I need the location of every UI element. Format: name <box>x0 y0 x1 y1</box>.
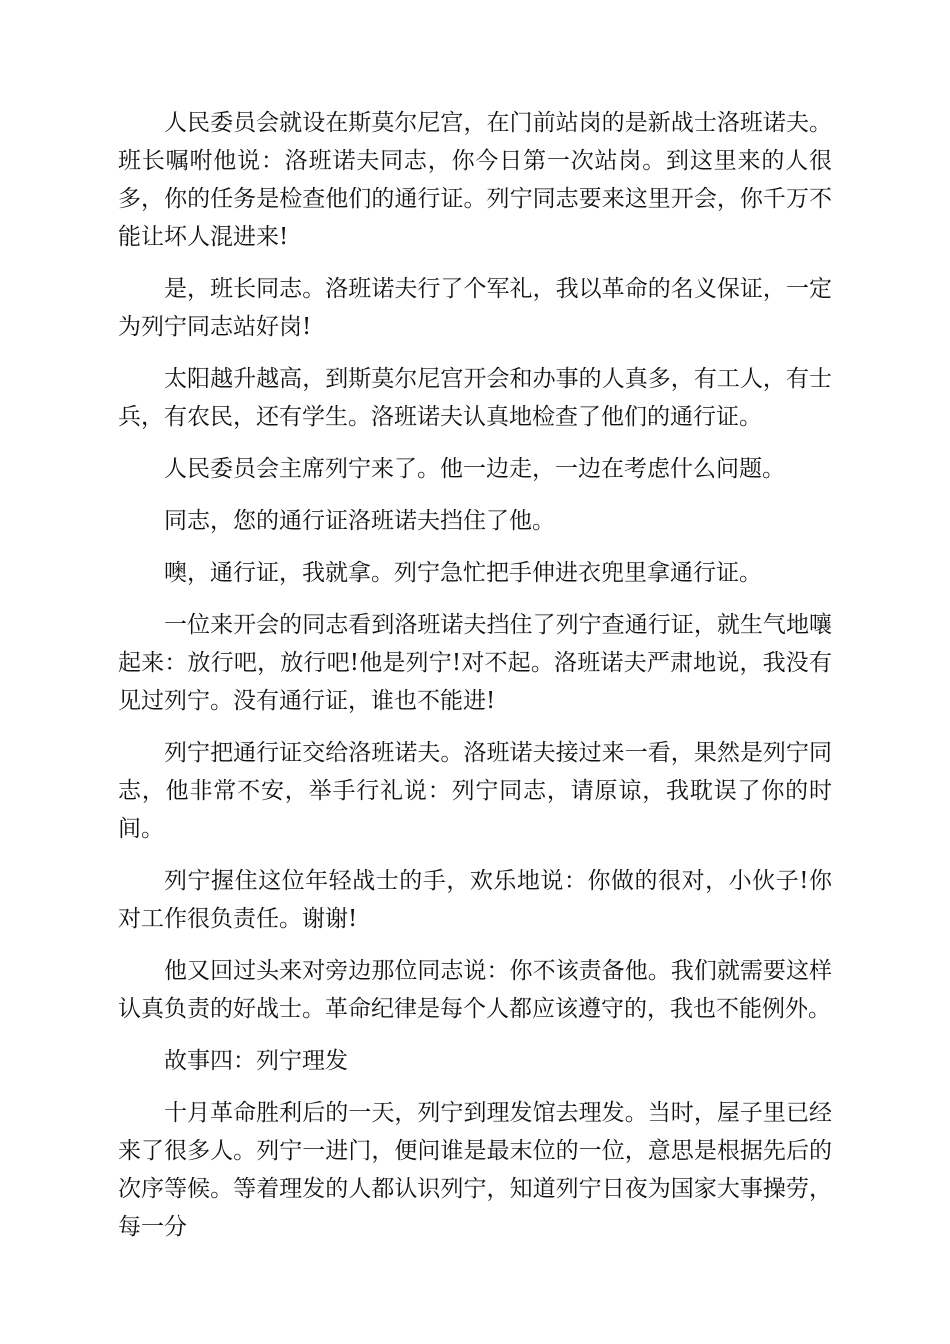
document-page <box>118 104 832 1260</box>
paragraph-7: 一位来开会的同志看到洛班诺夫挡住了列宁查通行证，就生气地嚷起来：放行吧，放行吧!他是列宁!对不起。洛班诺夫严肃地说，我没有见过列宁。没有通行证，谁也不能进! <box>118 612 832 714</box>
paragraph-3: 太阳越升越高，到斯莫尔尼宫开会和办事的人真多，有工人，有士兵，有农民，还有学生。洛班诺夫认真地检查了他们的通行证。 <box>118 366 832 430</box>
paragraph-1: 人民委员会就设在斯莫尔尼宫，在门前站岗的是新战士洛班诺夫。班长嘱咐他说：洛班诺夫同志，你今日第一次站岗。到这里来的人很多，你的任务是检查他们的通行证。列宁同志要来这里开会，你千万不能让坏人混进来! <box>118 110 832 250</box>
paragraph-12: 十月革命胜利后的一天，列宁到理发馆去理发。当时，屋子里已经来了很多人。列宁一进门，便问谁是最末位的一位，意思是根据先后的次序等候。等着理发的人都认识列宁，知道列宁日夜为国家大事操劳，每一分 <box>118 1100 832 1240</box>
section-heading: 故事四：列宁理发 <box>164 1048 348 1074</box>
paragraph-2: 是，班长同志。洛班诺夫行了个军礼，我以革命的名义保证，一定为列宁同志站好岗! <box>118 276 832 340</box>
paragraph-5: 同志，您的通行证洛班诺夫挡住了他。 <box>164 508 555 534</box>
paragraph-9: 列宁握住这位年轻战士的手，欢乐地说：你做的很对，小伙子!你对工作很负责任。谢谢! <box>118 868 832 932</box>
paragraph-8: 列宁把通行证交给洛班诺夫。洛班诺夫接过来一看，果然是列宁同志，他非常不安，举手行礼说：列宁同志，请原谅，我耽误了你的时间。 <box>118 740 832 842</box>
paragraph-6: 噢，通行证，我就拿。列宁急忙把手伸进衣兜里拿通行证。 <box>164 560 762 586</box>
paragraph-10: 他又回过头来对旁边那位同志说：你不该责备他。我们就需要这样认真负责的好战士。革命纪律是每个人都应该遵守的，我也不能例外。 <box>118 958 832 1022</box>
paragraph-4: 人民委员会主席列宁来了。他一边走，一边在考虑什么问题。 <box>164 456 785 482</box>
